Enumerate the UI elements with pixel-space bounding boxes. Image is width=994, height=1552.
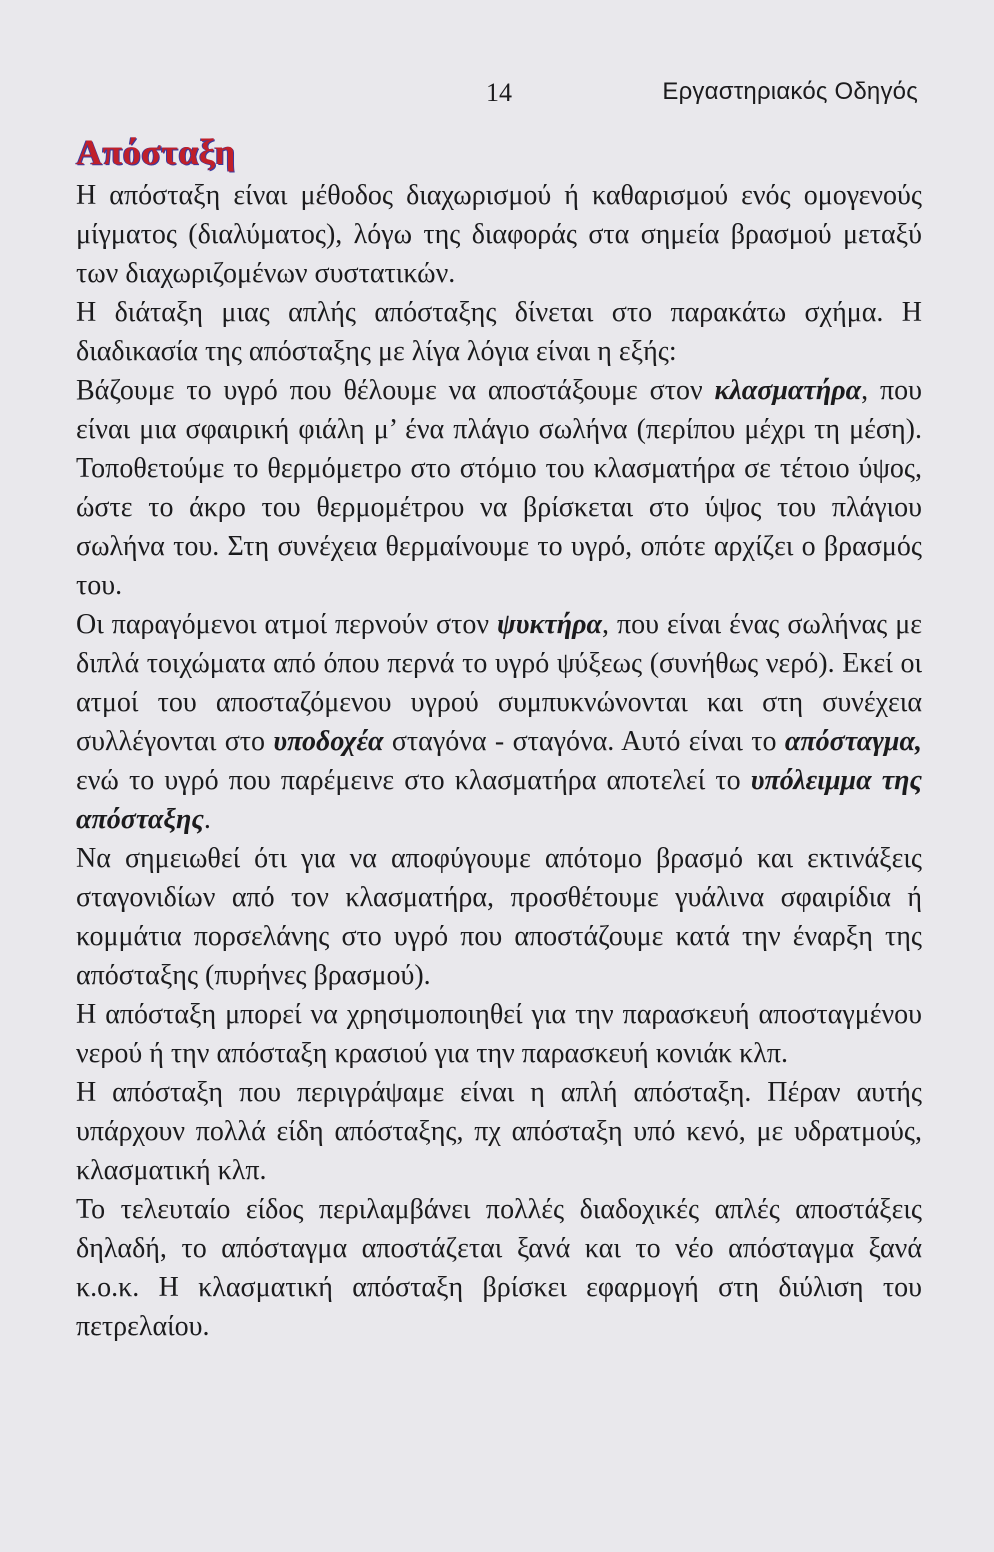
term-fractionating-flask: κλασματήρα	[714, 375, 862, 406]
procedure-text-a: Βάζουμε το υγρό που θέλουμε να αποστάξουμε στον	[76, 375, 715, 406]
term-residue: υπόλειμμα της απόσταξης	[76, 765, 922, 835]
paragraph-boiling-chips: Να σημειωθεί ότι για να αποφύγουμε απότομο βρασμό και εκτινάξεις σταγονιδίων από τον κλασματήρα, προσθέτουμε γυάλινα σφαιρίδια ή κομμάτια πορσελάνης στο υγρό που αποστάζουμε κατά την έναρξη της απόσταξης (πυρήνες βρασμού).	[76, 843, 922, 991]
paragraph-fractional: Το τελευταίο είδος περιλαμβάνει πολλές διαδοχικές απλές αποστάξεις δηλαδή, το απόσταγμα αποστάζεται ξανά και το νέο απόσταγμα ξανά κ.ο.κ. Η κλασματική απόσταξη βρίσκει εφαρμογή στη διύλιση του πετρελαίου.	[76, 1194, 922, 1342]
page-content	[76, 130, 922, 1346]
page-header	[0, 78, 994, 118]
term-receiver: υποδοχέα	[273, 726, 384, 757]
condensation-text-d: ενώ το υγρό που παρέμεινε στο κλασματήρα αποτελεί το	[76, 765, 751, 796]
running-title: Εργαστηριακός Οδηγός	[662, 78, 918, 105]
paragraph-types: Η απόσταξη που περιγράψαμε είναι η απλή απόσταξη. Πέραν αυτής υπάρχουν πολλά είδη απόσταξης, πχ απόσταξη υπό κενό, με υδρατμούς, κλασματική κλπ.	[76, 1077, 922, 1186]
condensation-text-b: , που είναι ένας σωλήνας με διπλά τοιχώματα από όπου περνά το υγρό ψύξεως (συνήθως νερό). Εκεί οι ατμοί του αποσταζόμενου υγρού συμπυκνώνονται και στη συνέχεια συλλέγονται στο	[76, 609, 923, 757]
paragraph-applications: Η απόσταξη μπορεί να χρησιμοποιηθεί για την παρασκευή αποσταγμένου νερού ή την απόσταξη κρασιού για την παρασκευή κονιάκ κλπ.	[76, 999, 922, 1069]
paragraph-procedure	[76, 371, 922, 605]
paragraph-setup-intro: Η διάταξη μιας απλής απόσταξης δίνεται στο παρακάτω σχήμα. Η διαδικασία της απόσταξης με λίγα λόγια είναι η εξής:	[76, 297, 922, 367]
procedure-text-b: , που είναι μια σφαιρική φιάλη μ’ ένα πλάγιο σωλήνα (περίπου μέχρι τη μέση). Τοποθετούμε το θερμόμετρο στο στόμιο του κλασματήρα σε τέτοιο ύψος, ώστε το άκρο του θερμομέτρου να βρίσκεται στο ύψος του πλάγιου σωλήνα του. Στη συνέχεια θερμαίνουμε το υγρό, οπότε αρχίζει ο βρασμός του.	[76, 375, 923, 601]
paragraph-condensation	[76, 605, 922, 839]
section-title: Απόσταξη	[76, 132, 236, 172]
paragraph-definition: Η απόσταξη είναι μέθοδος διαχωρισμού ή καθαρισμού ενός ομογενούς μίγματος (διαλύματος), λόγω της διαφοράς στα σημεία βρασμού μεταξύ των διαχωριζομένων συστατικών.	[76, 180, 922, 289]
term-distillate: απόσταγμα,	[784, 726, 922, 757]
condensation-text-c: σταγόνα - σταγόνα. Αυτό είναι το	[383, 726, 785, 757]
term-condenser: ψυκτήρα	[497, 609, 603, 640]
page-number: 14	[486, 78, 512, 107]
condensation-text-a: Οι παραγόμενοι ατμοί περνούν στον	[76, 609, 498, 640]
condensation-text-e: .	[203, 804, 211, 835]
